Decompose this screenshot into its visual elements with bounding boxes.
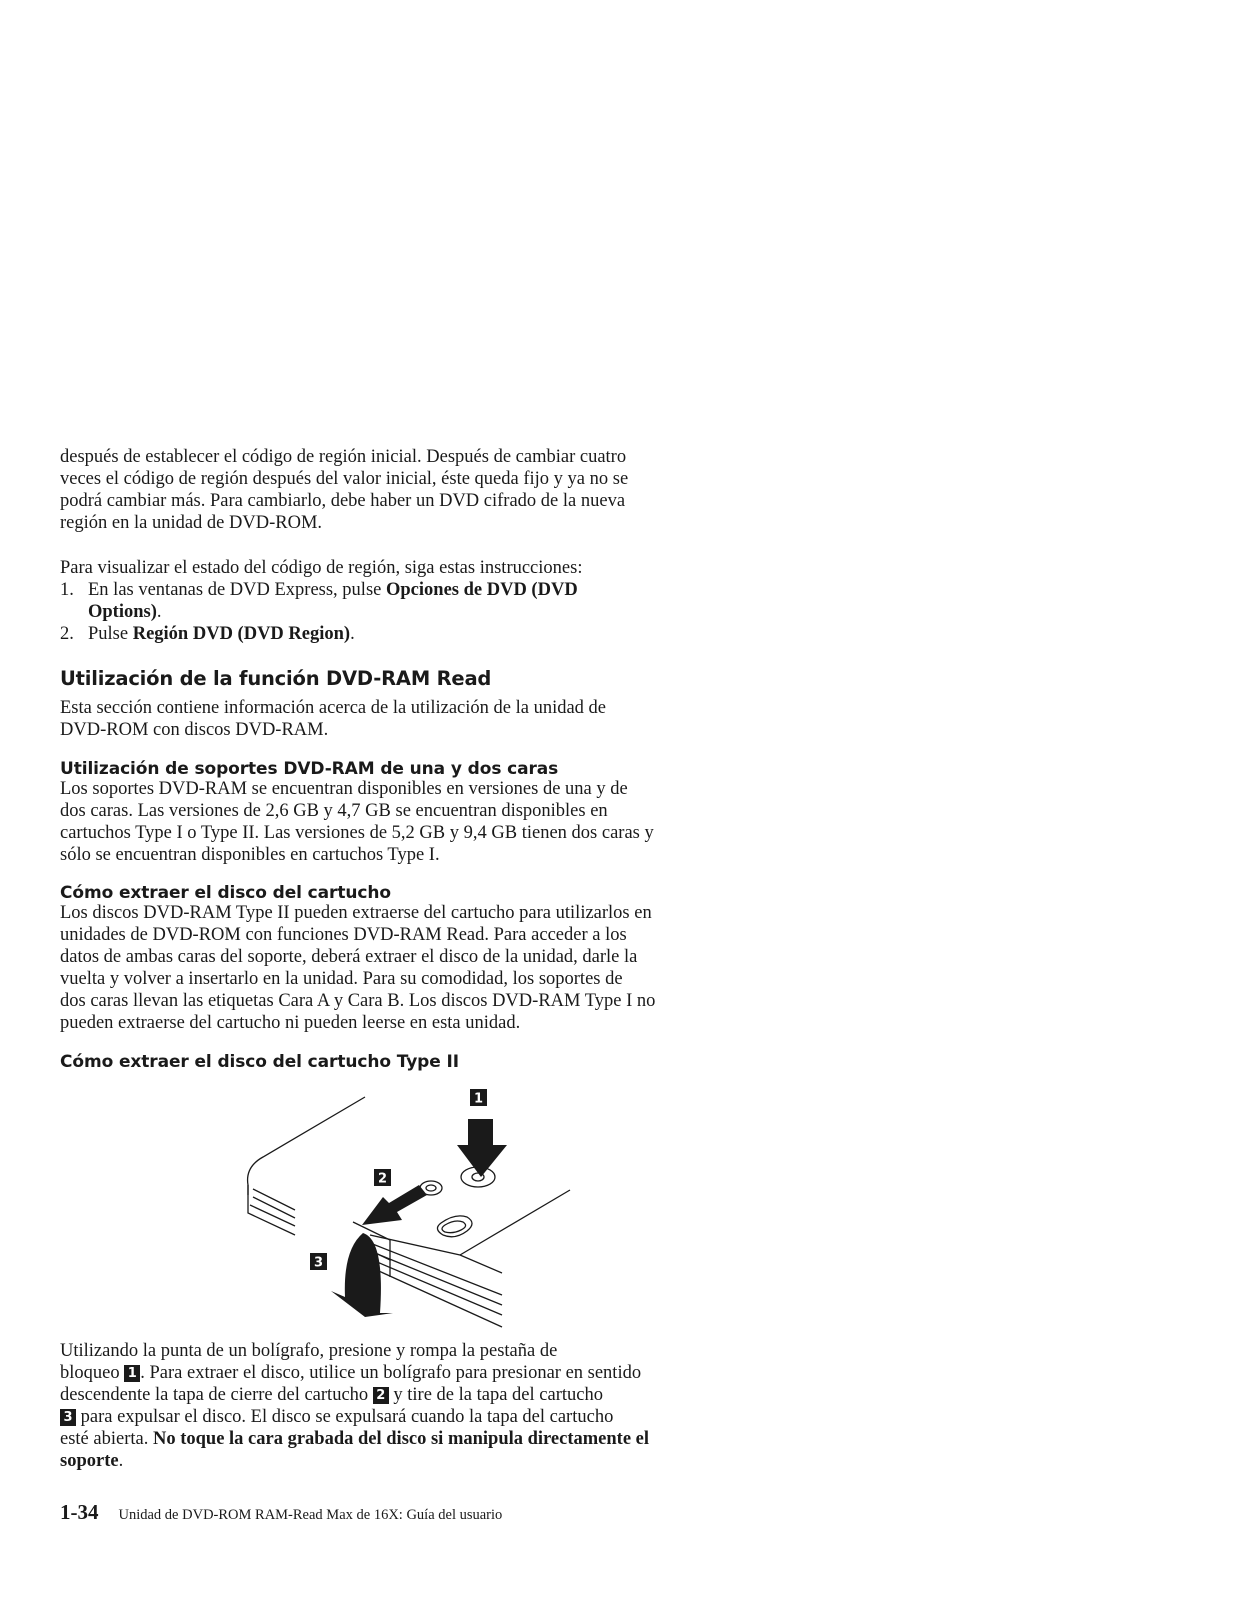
svg-text:3: 3 [313,1255,324,1271]
callout-3-inline: 3 [60,1409,76,1426]
page-number: 1-34 [60,1500,99,1524]
page-footer [60,1500,760,1525]
svg-text:2: 2 [377,1171,388,1187]
arrow-down-icon [457,1119,507,1177]
section-intro: Esta sección contiene información acerca de la utilización de la unidad de DVD-ROM con discos DVD-RAM. [60,698,607,740]
section-heading: Utilización de la función DVD-RAM Read [60,667,492,690]
instructions-intro: Para visualizar el estado del código de región, siga estas instrucciones: [60,558,583,578]
subsection-heading-sides: Utilización de soportes DVD-RAM de una y dos caras [60,759,559,779]
sides-paragraph: Los soportes DVD-RAM se encuentran disponibles en versiones de una y de dos caras. Las versiones de 2,6 GB y 4,7 GB se encuentran disponibles en cartuchos Type I o Type II. Las versiones de 5,2 GB y 9,4 GB tienen dos caras y sólo se encuentran disponibles en cartuchos Type I. [60,779,654,865]
removal-instructions: Utilizando la punta de un bolígrafo, presione y rompa la pestaña de bloqueo 1 . Para extraer el disco, utilice un bolígrafo para presionar en sentido descendente la tapa de cierre del cartucho 2 y tire de la tapa del cartucho 3 para expulsar el disco. El disco se expulsará cuando la tapa del cartucho esté abierta. No toque la cara grabada del disco si manipula directamente el soporte. [60,1341,650,1471]
svg-text:1: 1 [473,1091,484,1107]
callout-1-inline: 1 [124,1365,140,1382]
step-item: 1. En las ventanas de DVD Express, pulse Opciones de DVD (DVD Options). [60,580,578,622]
region-code-paragraph: después de establecer el código de región inicial. Después de cambiar cuatro veces el código de región después del valor inicial, éste queda fijo y ya no se podrá cambiar más. Para cambiarlo, debe haber un DVD cifrado de la nueva región en la unidad de DVD-ROM. [60,447,629,533]
cartridge-diagram [245,1085,575,1335]
cartridge-illustration [245,1085,575,1335]
document-title: Unidad de DVD-ROM RAM-Read Max de 16X: Guía del usuario [118,1507,503,1523]
callout-2-inline: 2 [373,1387,389,1404]
arrow-eject-icon [331,1233,393,1317]
subsection-heading-remove: Cómo extraer el disco del cartucho [60,883,391,903]
remove-paragraph: Los discos DVD-RAM Type II pueden extraerse del cartucho para utilizarlos en unidades de DVD-ROM con funciones DVD-RAM Read. Para acceder a los datos de ambas caras del soporte, deberá extraer el disco de la unidad, darle la vuelta y volver a insertarlo en la unidad. Para su comodidad, los soportes de dos caras llevan las etiquetas Cara A y Cara B. Los discos DVD-RAM Type I no pueden extraerse del cartucho ni pueden leerse en esta unidad. [60,903,656,1033]
subsection-heading-type2: Cómo extraer el disco del cartucho Type II [60,1052,459,1072]
instruction-steps [60,579,720,645]
arrow-pull-icon [362,1185,427,1225]
step-item: 2. Pulse Región DVD (DVD Region). [60,624,355,644]
